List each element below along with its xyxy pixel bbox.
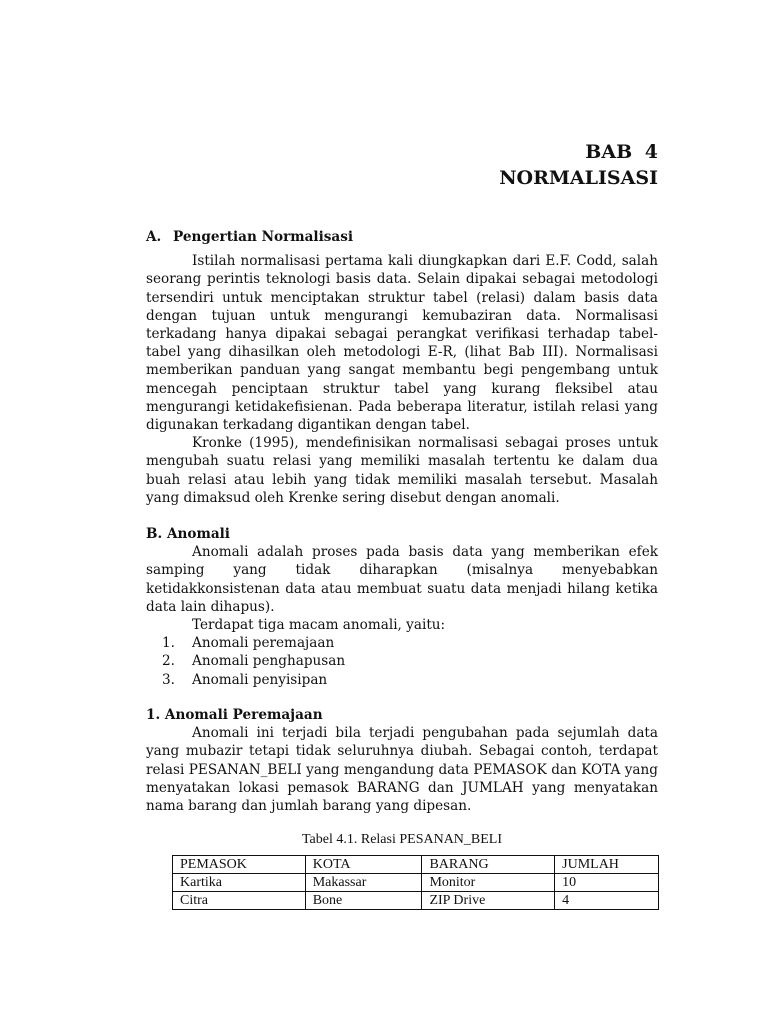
- subsection-1: [146, 706, 658, 815]
- table-caption: Tabel 4.1. Relasi PESANAN_BELI: [301, 832, 503, 847]
- section-b-paragraph-2: Terdapat tiga macam anomali, yaitu:: [192, 617, 446, 634]
- list-item: [146, 652, 658, 670]
- column-header: PEMASOK: [173, 856, 306, 874]
- list-number: 1.: [162, 635, 175, 652]
- list-number: 2.: [162, 653, 175, 670]
- column-header: KOTA: [305, 856, 422, 874]
- section-a: [146, 228, 658, 507]
- list-text: Anomali peremajaan: [192, 635, 335, 652]
- table-cell: 4: [555, 892, 659, 910]
- section-a-title: Pengertian Normalisasi: [173, 229, 354, 245]
- pesanan-beli-table: [172, 855, 659, 910]
- section-b: [146, 525, 658, 689]
- section-a-paragraph-1: Istilah normalisasi pertama kali diungkapkan dari E.F. Codd, salah seorang perintis teknologi basis data. Selain dipakai sebagai metodologi tersendiri untuk menciptakan struktur tabel (relasi) dalam basis data dengan tujuan untuk mengurangi kemubaziran data. Normalisasi terkadang hanya dipakai sebagai perangkat verifikasi terhadap tabel-tabel yang dihasilkan oleh metodologi E-R, (lihat Bab III). Normalisasi memberikan panduan yang sangat membantu begi pengembang untuk mencegah penciptaan struktur tabel yang kurang fleksibel atau mengurangi ketidakefisienan. Pada beberapa literatur, istilah relasi yang digunakan terkadang digantikan dengan tabel.: [146, 253, 658, 434]
- table-cell: 10: [555, 874, 659, 892]
- list-item: [146, 634, 658, 652]
- list-item: [146, 671, 658, 689]
- column-header: JUMLAH: [555, 856, 659, 874]
- chapter-title: NORMALISASI: [499, 167, 658, 189]
- table-cell: Makassar: [305, 874, 422, 892]
- section-b-paragraph-1: Anomali adalah proses pada basis data yang memberikan efek samping yang tidak diharapkan (misalnya menyebabkan ketidakkonsistenan data atau membuat suatu data menjadi hilang ketika data lain dihapus).: [146, 544, 658, 615]
- section-a-label: A.: [146, 229, 162, 245]
- anomaly-list: [146, 634, 658, 689]
- section-a-heading: [146, 228, 658, 246]
- table-header-row: [173, 856, 659, 874]
- table-cell: Monitor: [422, 874, 555, 892]
- table-row: [173, 892, 659, 910]
- chapter-number: BAB 4: [585, 141, 658, 163]
- column-header: BARANG: [422, 856, 555, 874]
- list-text: Anomali penghapusan: [192, 653, 346, 670]
- table-cell: Bone: [305, 892, 422, 910]
- table-cell: Kartika: [173, 874, 306, 892]
- chapter-heading: [499, 139, 658, 191]
- list-text: Anomali penyisipan: [192, 671, 328, 688]
- section-b-heading: B. Anomali: [146, 526, 230, 542]
- table-cell: Citra: [173, 892, 306, 910]
- subsection-1-heading: 1. Anomali Peremajaan: [146, 707, 323, 723]
- table-cell: ZIP Drive: [422, 892, 555, 910]
- section-a-paragraph-2: Kronke (1995), mendefinisikan normalisasi sebagai proses untuk mengubah suatu relasi yang memiliki masalah tertentu ke dalam dua buah relasi atau lebih yang tidak memiliki masalah tersebut. Masalah yang dimaksud oleh Krenke sering disebut dengan anomali.: [146, 435, 658, 506]
- list-number: 3.: [162, 671, 175, 688]
- subsection-1-paragraph: Anomali ini terjadi bila terjadi pengubahan pada sejumlah data yang mubazir tetapi tidak seluruhnya diubah. Sebagai contoh, terdapat relasi PESANAN_BELI yang mengandung data PEMASOK dan KOTA yang menyatakan lokasi pemasok BARANG dan JUMLAH yang menyatakan nama barang dan jumlah barang yang dipesan.: [146, 725, 658, 815]
- table-row: [173, 874, 659, 892]
- document-page: [146, 0, 658, 1024]
